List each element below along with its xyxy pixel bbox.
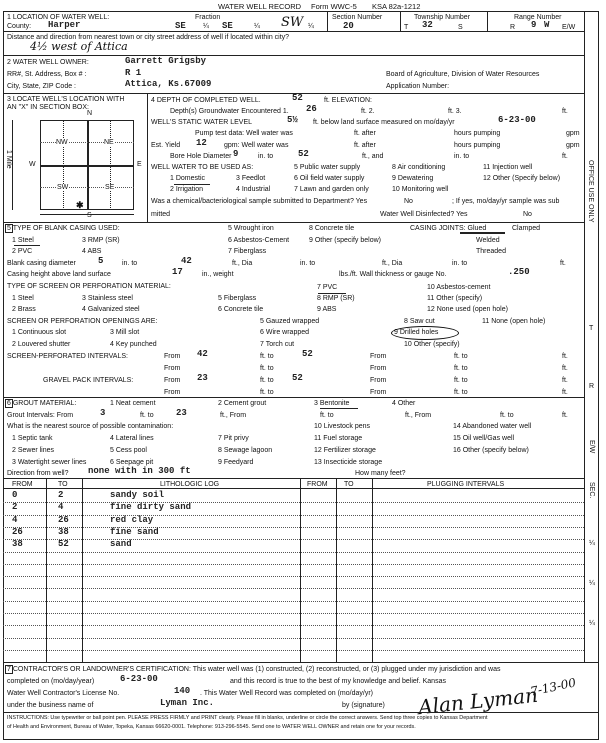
gravel-to-1: ft. to [260, 377, 274, 384]
use-4: 4 Industrial [236, 186, 271, 193]
contam-seepage: 6 Seepage pit [110, 459, 154, 466]
blank-in-to: in. to [122, 260, 138, 267]
direction-label: Direction from well? [7, 470, 69, 477]
township-prefix: T [404, 24, 409, 31]
quarter-symbol-3: ¼ [308, 23, 314, 30]
casing-concrete-tile: 8 Concrete tile [309, 225, 355, 232]
log-lithologic-header: LITHOLOGIC LOG [160, 481, 220, 488]
office-sec: SEC. [588, 482, 595, 499]
log-plugging-header: PLUGGING INTERVALS [427, 481, 505, 488]
county-value: Harper [48, 20, 81, 30]
yield-hours: hours pumping [454, 142, 501, 149]
opening-wire: 6 Wire wrapped [260, 329, 310, 336]
screen-from-4: From [370, 365, 387, 372]
groundwater-label: Depth(s) Groundwater Encountered 1. [170, 108, 289, 115]
signature-label: by (signature) [342, 702, 385, 709]
log-rule [3, 502, 584, 503]
township-value: 32 [422, 20, 433, 30]
casing-clamped: Clamped [512, 225, 541, 232]
casing-header: 5 TYPE OF BLANK CASING USED: [7, 225, 120, 232]
use-11: 11 Injection well [483, 164, 533, 171]
screen-to-4: ft. to [454, 365, 468, 372]
grout-bentonite: 3 Bentonite [314, 400, 350, 407]
log-to2-header: TO [344, 481, 354, 488]
grout-other: 4 Other [392, 400, 416, 407]
groundwater-ft-label: ft. [562, 108, 568, 115]
log-description: fine sand [110, 526, 159, 537]
yield-gpm: gpm [566, 142, 580, 149]
contamination-question: What is the nearest source of possible contamination: [7, 423, 174, 430]
grid-se: SE [105, 184, 115, 191]
fraction-label: Fraction [195, 14, 221, 21]
bore-label: Bore Hole Diameter [170, 153, 232, 160]
log-to: 2 [58, 490, 64, 500]
use-2: 2 Irrigation [170, 186, 204, 193]
contam-feedyard: 9 Feedyard [218, 459, 254, 466]
casing-rmp: 3 RMP (SR) [82, 237, 120, 244]
grout-neat-cement: 1 Neat cement [110, 400, 156, 407]
casing-welded: Welded [476, 237, 500, 244]
owner-name: Garrett Grigsby [125, 56, 207, 66]
grout-header: 6 GROUT MATERIAL: [7, 400, 77, 407]
blank-diameter-value: 5 [98, 256, 104, 266]
grid-south: S [87, 212, 92, 219]
blank-ft-dia: ft., Dia [232, 260, 253, 267]
office-quarter-3: ¼ [589, 620, 595, 627]
direction-value: none with in 300 ft [88, 466, 191, 476]
log-description: fine dirty sand [110, 502, 192, 513]
instructions-line-2: of Health and Environment, Bureau of Water, Topeka, Kansas 66620-0001. Telephone: 913-296-5545. Send one to WATER WELL OWNER and retain one for your records. [7, 724, 416, 730]
record-completed-date: 7-13-00 [529, 675, 578, 699]
screen-other: 11 Other (specify) [427, 295, 483, 302]
casing-height-label: Casing height above land surface [7, 271, 111, 278]
quarter-symbol-2: ¼ [254, 23, 260, 30]
contam-fuel: 11 Fuel storage [314, 435, 363, 442]
screen-ft-2: ft. [562, 353, 568, 360]
opening-other: 10 Other (specify) [404, 341, 460, 348]
log-description: sand [110, 539, 132, 550]
pump-test-after: ft. after [354, 130, 376, 137]
log-rule [3, 564, 584, 565]
screen-to-3: ft. to [260, 365, 274, 372]
log-description: red clay [110, 514, 154, 525]
disinfected-label: Water Well Disinfected? Yes [380, 211, 468, 218]
gravel-from-2: From [370, 377, 387, 384]
yield-label: Est. Yield [151, 142, 181, 149]
log-rule [3, 613, 584, 614]
gravel-to-value: 52 [292, 373, 303, 383]
casing-fiberglass: 7 Fiberglass [228, 248, 267, 255]
casing-pvc: 2 PVC [12, 248, 33, 255]
sample-no: No [404, 198, 413, 205]
board-label: Board of Agriculture, Division of Water Resources [386, 71, 540, 78]
screen-stainless: 3 Stainless steel [82, 295, 133, 302]
use-10: 10 Monitoring well [392, 186, 449, 193]
fraction-1: SE [175, 21, 186, 31]
bore-and: ft., and [362, 153, 384, 160]
office-t: T [589, 325, 594, 332]
groundwater-2-label: ft. 2. [361, 108, 375, 115]
log-rule [3, 515, 584, 516]
fraction-3: SW [281, 15, 304, 30]
grid-title-1: 3 LOCATE WELL'S LOCATION WITH [7, 96, 125, 103]
screen-rmp: 8 RMP (SR) [317, 295, 355, 302]
screen-abs: 9 ABS [317, 306, 337, 313]
screen-pvc: 7 PVC [317, 284, 338, 291]
screen-steel: 1 Steel [12, 295, 34, 302]
blank-depth-value: 42 [181, 256, 192, 266]
casing-other: 9 Other (specify below) [309, 237, 381, 244]
log-description: sandy soil [110, 490, 165, 500]
grid-nw: NW [56, 139, 68, 146]
screen-intervals-label: SCREEN-PERFORATED INTERVALS: [7, 353, 128, 360]
grout-ft-3: ft. [562, 412, 568, 419]
distance-label: Distance and direction from nearest town or city street address of well if located within city? [7, 34, 290, 41]
casing-asbestos: 6 Asbestos-Cement [228, 237, 290, 244]
grout-to-2: ft. to [320, 412, 334, 419]
casing-joints: CASING JOINTS: Glued [410, 225, 487, 232]
gravel-from-3: From [164, 389, 181, 396]
grid-title-2: AN "X" IN SECTION BOX: [7, 104, 89, 111]
opening-torch: 7 Torch cut [260, 341, 295, 348]
section-label: Section Number [332, 14, 383, 21]
grid-east: E [137, 161, 142, 168]
opening-none: 11 None (open hole) [482, 318, 546, 325]
opening-saw-cut: 8 Saw cut [404, 318, 435, 325]
screen-from-1: From [164, 353, 181, 360]
contam-lateral: 4 Lateral lines [110, 435, 154, 442]
grout-from-2: ft., From [220, 412, 247, 419]
county-label: County: [7, 23, 32, 30]
form-number: Form WWC-5 [311, 2, 357, 11]
use-12: 12 Other (Specify below) [483, 175, 561, 182]
bore-in-to-2: in. to [454, 153, 470, 160]
grid-west: W [29, 161, 36, 168]
blank-ft-3: ft. [560, 260, 566, 267]
yield-after: ft. after [354, 142, 376, 149]
grout-cement: 2 Cement grout [218, 400, 267, 407]
distance-value: 4½ west of Attica [30, 40, 128, 53]
screen-from-3: From [164, 365, 181, 372]
screen-to-value: 52 [302, 349, 313, 359]
pump-test-gpm: gpm [566, 130, 580, 137]
city-label: City, State, ZIP Code : [7, 83, 76, 90]
screen-to-2: ft. to [454, 353, 468, 360]
section-value: 20 [343, 21, 354, 31]
screen-material-header: TYPE OF SCREEN OR PERFORATION MATERIAL: [7, 283, 171, 290]
screen-concrete: 6 Concrete tile [218, 306, 264, 313]
bore-ft: ft. [562, 153, 568, 160]
log-from-header: FROM [12, 481, 33, 488]
opening-drilled: 9 Drilled holes [394, 329, 439, 336]
static-level-date: 6-23-00 [498, 115, 536, 125]
log-rule [3, 638, 584, 639]
contam-insecticide: 13 Insecticide storage [314, 459, 383, 466]
log-rule [3, 601, 584, 602]
instructions-line-1: INSTRUCTIONS: Use typewriter or ball point pen. PLEASE PRESS FIRMLY and PRINT clearly. Please fill in blanks, underline or circle the correct answers. Send top three copies to Kansas Department [7, 715, 488, 721]
range-label: Range Number [514, 14, 562, 21]
log-rule [3, 588, 584, 589]
casing-steel: 1 Steel [12, 237, 34, 244]
grout-to-label: ft. to [140, 412, 154, 419]
casing-weight-label: in., weight [202, 271, 234, 278]
static-level-value: 5½ [287, 115, 298, 125]
certification-line-1: 7 CONTRACTOR'S OR LANDOWNER'S CERTIFICATION: This water well was (1) constructed, (2) reconstructed, or (3) plugged under my jurisdiction and was [7, 666, 501, 673]
grout-from-3: ft., From [405, 412, 432, 419]
township-label: Township Number [414, 14, 471, 21]
screen-brass: 2 Brass [12, 306, 36, 313]
screen-galvanized: 4 Galvanized steel [82, 306, 140, 313]
screen-from-2: From [370, 353, 387, 360]
blank-in-to-3: in. to [452, 260, 468, 267]
completed-date: 6-23-00 [120, 674, 158, 684]
blank-in-to-2: in. to [300, 260, 316, 267]
contam-sewer: 2 Sewer lines [12, 447, 55, 454]
office-quarter-1: ¼ [589, 540, 595, 547]
office-quarter-2: ¼ [589, 580, 595, 587]
office-use-divider [584, 11, 585, 663]
log-rule [3, 650, 584, 651]
blank-diameter-label: Blank casing diameter [7, 260, 76, 267]
log-to: 38 [58, 526, 69, 537]
groundwater-3-label: ft. 3. [448, 108, 462, 115]
township-suffix: S [458, 24, 463, 31]
wall-thickness-label: lbs./ft. Wall thickness or gauge No. [339, 271, 447, 278]
grid-sw: SW [57, 184, 69, 191]
grid-north: N [87, 110, 93, 117]
use-9: 9 Dewatering [392, 175, 434, 182]
grout-to-3: ft. to [500, 412, 514, 419]
log-to-header: TO [58, 481, 68, 488]
depth-label: 4 DEPTH OF COMPLETED WELL. [151, 97, 261, 104]
log-to: 26 [58, 514, 69, 525]
submitted-label: mitted [151, 211, 171, 218]
pump-test-hours: hours pumping [454, 130, 501, 137]
screen-ft-4: ft. [562, 365, 568, 372]
use-3: 3 Feedlot [236, 175, 266, 182]
log-rule [3, 527, 584, 528]
contam-septic: 1 Septic tank [12, 435, 53, 442]
yield-desc: gpm: Well water was [224, 142, 289, 149]
form-title: WATER WELL RECORD [218, 2, 302, 11]
gauge-value: .250 [508, 267, 530, 277]
city-value: Attica, Ks.67009 [125, 79, 212, 89]
screen-from-value: 42 [197, 349, 208, 359]
opening-gauzed: 5 Gauzed wrapped [260, 318, 320, 325]
opening-mill: 3 Mill slot [110, 329, 140, 336]
ksa-number: KSA 82a-1212 [372, 2, 421, 11]
bore-in-to: in. to [258, 153, 274, 160]
groundwater-value: 26 [306, 104, 317, 114]
sample-date-label: ; If yes, mo/day/yr sample was sub [452, 198, 560, 205]
use-6: 6 Oil field water supply [294, 175, 365, 182]
opening-key-punched: 4 Key punched [110, 341, 157, 348]
grid-ne: NE [104, 139, 114, 146]
contam-lagoon: 8 Sewage lagoon [218, 447, 273, 454]
certification-line-2: and this record is true to the best of my knowledge and belief. Kansas [230, 678, 446, 685]
screen-to-1: ft. to [260, 353, 274, 360]
gravel-label: GRAVEL PACK INTERVALS: [43, 377, 134, 384]
log-from: 0 [12, 490, 18, 500]
range-suffix: E/W [562, 24, 576, 31]
gravel-ft-2: ft. [562, 377, 568, 384]
bore-depth: 52 [298, 149, 309, 159]
use-7: 7 Lawn and garden only [294, 186, 369, 193]
openings-header: SCREEN OR PERFORATION OPENINGS ARE: [7, 318, 158, 325]
use-5: 5 Public water supply [294, 164, 361, 171]
gravel-ft-4: ft. [562, 389, 568, 396]
range-prefix: R [510, 24, 516, 31]
range-value: 9 [531, 20, 537, 30]
signature: Alan Lyman [417, 682, 539, 720]
rr-label: RR#, St. Address, Box # : [7, 71, 87, 78]
record-completed-label: . This Water Well Record was completed on (mo/day/yr) [200, 690, 373, 697]
grout-to-value: 23 [176, 408, 187, 418]
log-from: 2 [12, 502, 18, 513]
contam-oil-gas: 15 Oil well/Gas well [453, 435, 515, 442]
bore-diameter: 9 [233, 149, 239, 159]
contam-livestock: 10 Livestock pens [314, 423, 371, 430]
rr-value: R 1 [125, 68, 142, 78]
quarter-symbol-1: ¼ [203, 23, 209, 30]
use-8: 8 Air conditioning [392, 164, 446, 171]
gravel-from-4: From [370, 389, 387, 396]
office-use-label: OFFICE USE ONLY [587, 160, 594, 223]
use-1: 1 Domestic [170, 175, 206, 182]
pump-test-label: Pump test data: Well water was [195, 130, 293, 137]
log-rule [3, 625, 584, 626]
elevation-label: ft. ELEVATION: [324, 97, 372, 104]
completed-label: completed on (mo/day/year) [7, 678, 95, 685]
location-label: 1 LOCATION OF WATER WELL: [7, 14, 110, 21]
contam-abandoned-well: 14 Abandoned water well [453, 423, 532, 430]
contam-pit-privy: 7 Pit privy [218, 435, 249, 442]
casing-abs: 4 ABS [82, 248, 102, 255]
log-from: 4 [12, 514, 18, 525]
gravel-from-1: From [164, 377, 181, 384]
log-from: 38 [12, 539, 23, 550]
static-level-label: WELL'S STATIC WATER LEVEL [151, 119, 253, 126]
yield-value: 12 [196, 138, 207, 148]
screen-fiberglass: 5 Fiberglass [218, 295, 257, 302]
log-rule [3, 552, 584, 553]
gravel-to-3: ft. to [260, 389, 274, 396]
grout-intervals-label: Grout Intervals: From [7, 412, 74, 419]
owner-label: 2 WATER WELL OWNER: [7, 59, 89, 66]
opening-continuous: 1 Continuous slot [12, 329, 67, 336]
office-ew: E/W [588, 440, 595, 454]
casing-threaded: Threaded [476, 248, 506, 255]
gravel-to-4: ft. to [454, 389, 468, 396]
log-rule [3, 576, 584, 577]
gravel-from-value: 23 [197, 373, 208, 383]
casing-wrought-iron: 5 Wrought iron [228, 225, 274, 232]
gravel-to-2: ft. to [454, 377, 468, 384]
screen-none: 12 None used (open hole) [427, 306, 508, 313]
screen-asbestos: 10 Asbestos-cement [427, 284, 491, 291]
disinfected-no: No [523, 211, 532, 218]
static-level-desc: ft. below land surface measured on mo/day/yr [313, 119, 455, 126]
blank-ft-dia-2: ft., Dia [382, 260, 403, 267]
opening-louvered: 2 Louvered shutter [12, 341, 71, 348]
contam-watertight: 3 Watertight sewer lines [12, 459, 87, 466]
use-label: WELL WATER TO BE USED AS: [151, 164, 254, 171]
fraction-2: SE [222, 21, 233, 31]
how-many-feet-label: How many feet? [355, 470, 406, 477]
license-value: 140 [174, 686, 191, 696]
business-name-label: under the business name of [7, 702, 94, 709]
contam-other: 16 Other (specify below) [453, 447, 529, 454]
casing-height-value: 17 [172, 267, 183, 277]
grout-from-value: 3 [100, 408, 106, 418]
range-dir: W [544, 20, 550, 30]
log-to: 52 [58, 539, 69, 550]
sample-question: Was a chemical/bacteriological sample submitted to Department? Yes [151, 198, 368, 205]
office-r: R [589, 383, 595, 390]
log-to: 4 [58, 502, 64, 513]
grid-mile-label: 1 Mile [5, 150, 12, 169]
application-number-label: Application Number: [386, 83, 450, 90]
log-rule [3, 539, 584, 540]
depth-value: 52 [292, 93, 303, 103]
contam-cess: 5 Cess pool [110, 447, 147, 454]
log-from: 26 [12, 526, 23, 537]
log-from2-header: FROM [307, 481, 328, 488]
license-label: Water Well Contractor's License No. [7, 690, 120, 697]
contam-fertilizer: 12 Fertilizer storage [314, 447, 376, 454]
business-name: Lyman Inc. [160, 698, 215, 708]
well-location-mark: ✱ [76, 200, 84, 210]
